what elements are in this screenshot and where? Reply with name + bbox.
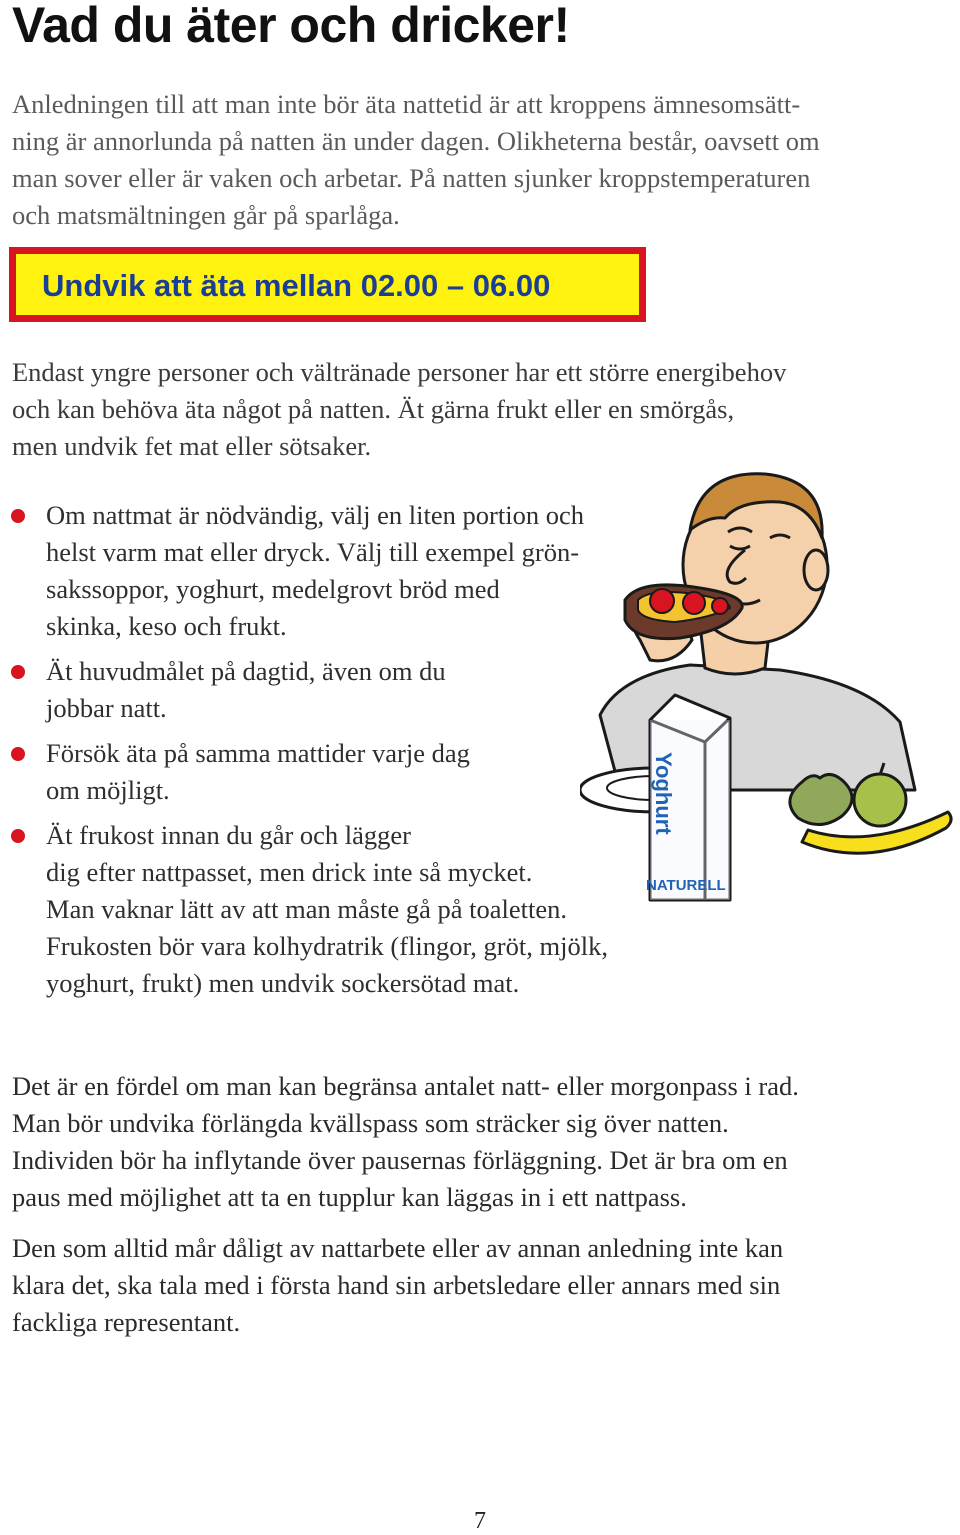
text-line: Ät frukost innan du går och lägger bbox=[46, 820, 412, 850]
page-title: Vad du äter och dricker! bbox=[12, 0, 570, 53]
warning-banner-text: Undvik att äta mellan 02.00 – 06.00 bbox=[42, 268, 551, 303]
text-line: ning är annorlunda på natten än under dagen. Olikheterna består, oavsett om bbox=[12, 126, 820, 156]
text-line: Man vaknar lätt av att man måste gå på toaletten. bbox=[46, 894, 567, 924]
text-line: Ät huvudmålet på dagtid, även om du bbox=[46, 656, 446, 686]
text-line: yoghurt, frukt) men undvik sockersötad mat. bbox=[46, 968, 520, 998]
text-line: sakssoppor, yoghurt, medelgrovt bröd med bbox=[46, 574, 500, 604]
text-line: Individen bör ha inflytande över pausernas förläggning. Det är bra om en bbox=[12, 1145, 788, 1175]
text-line: Man bör undvika förlängda kvällspass som sträcker sig över natten. bbox=[12, 1108, 729, 1138]
text-line: Det är en fördel om man kan begränsa antalet natt- eller morgonpass i rad. bbox=[12, 1071, 799, 1101]
text-line: dig efter nattpasset, men drick inte så mycket. bbox=[46, 857, 533, 887]
text-line: klara det, ska tala med i första hand sin arbetsledare eller annars med sin bbox=[12, 1270, 781, 1300]
text-line: fackliga representant. bbox=[12, 1307, 241, 1337]
text-line: och matsmältningen går på sparlåga. bbox=[12, 200, 400, 230]
bullet-dot-icon bbox=[11, 665, 25, 679]
advice-list bbox=[0, 497, 608, 1010]
list-item bbox=[0, 735, 608, 809]
text-line: Frukosten bör vara kolhydratrik (flingor, gröt, mjölk, bbox=[46, 931, 608, 961]
shift-paragraph bbox=[12, 1068, 799, 1216]
text-line: helst varm mat eller dryck. Välj till exempel grön- bbox=[46, 537, 580, 567]
intro-paragraph bbox=[12, 86, 820, 234]
text-line: Försök äta på samma mattider varje dag bbox=[46, 738, 470, 768]
carton-variant-label: NATURELL bbox=[646, 877, 726, 894]
text-line: men undvik fet mat eller sötsaker. bbox=[12, 431, 372, 461]
text-line: och kan behöva äta något på natten. Ät gärna frukt eller en smörgås, bbox=[12, 394, 735, 424]
text-line: skinka, keso och frukt. bbox=[46, 611, 287, 641]
bullet-dot-icon bbox=[11, 509, 25, 523]
wellbeing-paragraph bbox=[12, 1230, 783, 1341]
text-line: Endast yngre personer och vältränade personer har ett större energibehov bbox=[12, 357, 787, 387]
text-line: jobbar natt. bbox=[46, 693, 167, 723]
carton-brand-label: Yoghurt bbox=[651, 752, 676, 835]
text-line: Om nattmat är nödvändig, välj en liten portion och bbox=[46, 500, 584, 530]
eating-man-illustration bbox=[580, 460, 960, 910]
bullet-dot-icon bbox=[11, 829, 25, 843]
energy-paragraph bbox=[12, 354, 786, 465]
list-item bbox=[0, 653, 608, 727]
bullet-dot-icon bbox=[11, 747, 25, 761]
text-line: om möjligt. bbox=[46, 775, 170, 805]
page-number: 7 bbox=[474, 1508, 486, 1534]
warning-banner bbox=[9, 247, 646, 322]
text-line: man sover eller är vaken och arbetar. På natten sjunker kroppstemperaturen bbox=[12, 163, 811, 193]
text-line: paus med möjlighet att ta en tupplur kan läggas in i ett nattpass. bbox=[12, 1182, 687, 1212]
list-item bbox=[0, 817, 608, 1002]
list-item bbox=[0, 497, 608, 645]
text-line: Anledningen till att man inte bör äta nattetid är att kroppens ämnesomsätt- bbox=[12, 89, 801, 119]
text-line: Den som alltid mår dåligt av nattarbete eller av annan anledning inte kan bbox=[12, 1233, 784, 1263]
